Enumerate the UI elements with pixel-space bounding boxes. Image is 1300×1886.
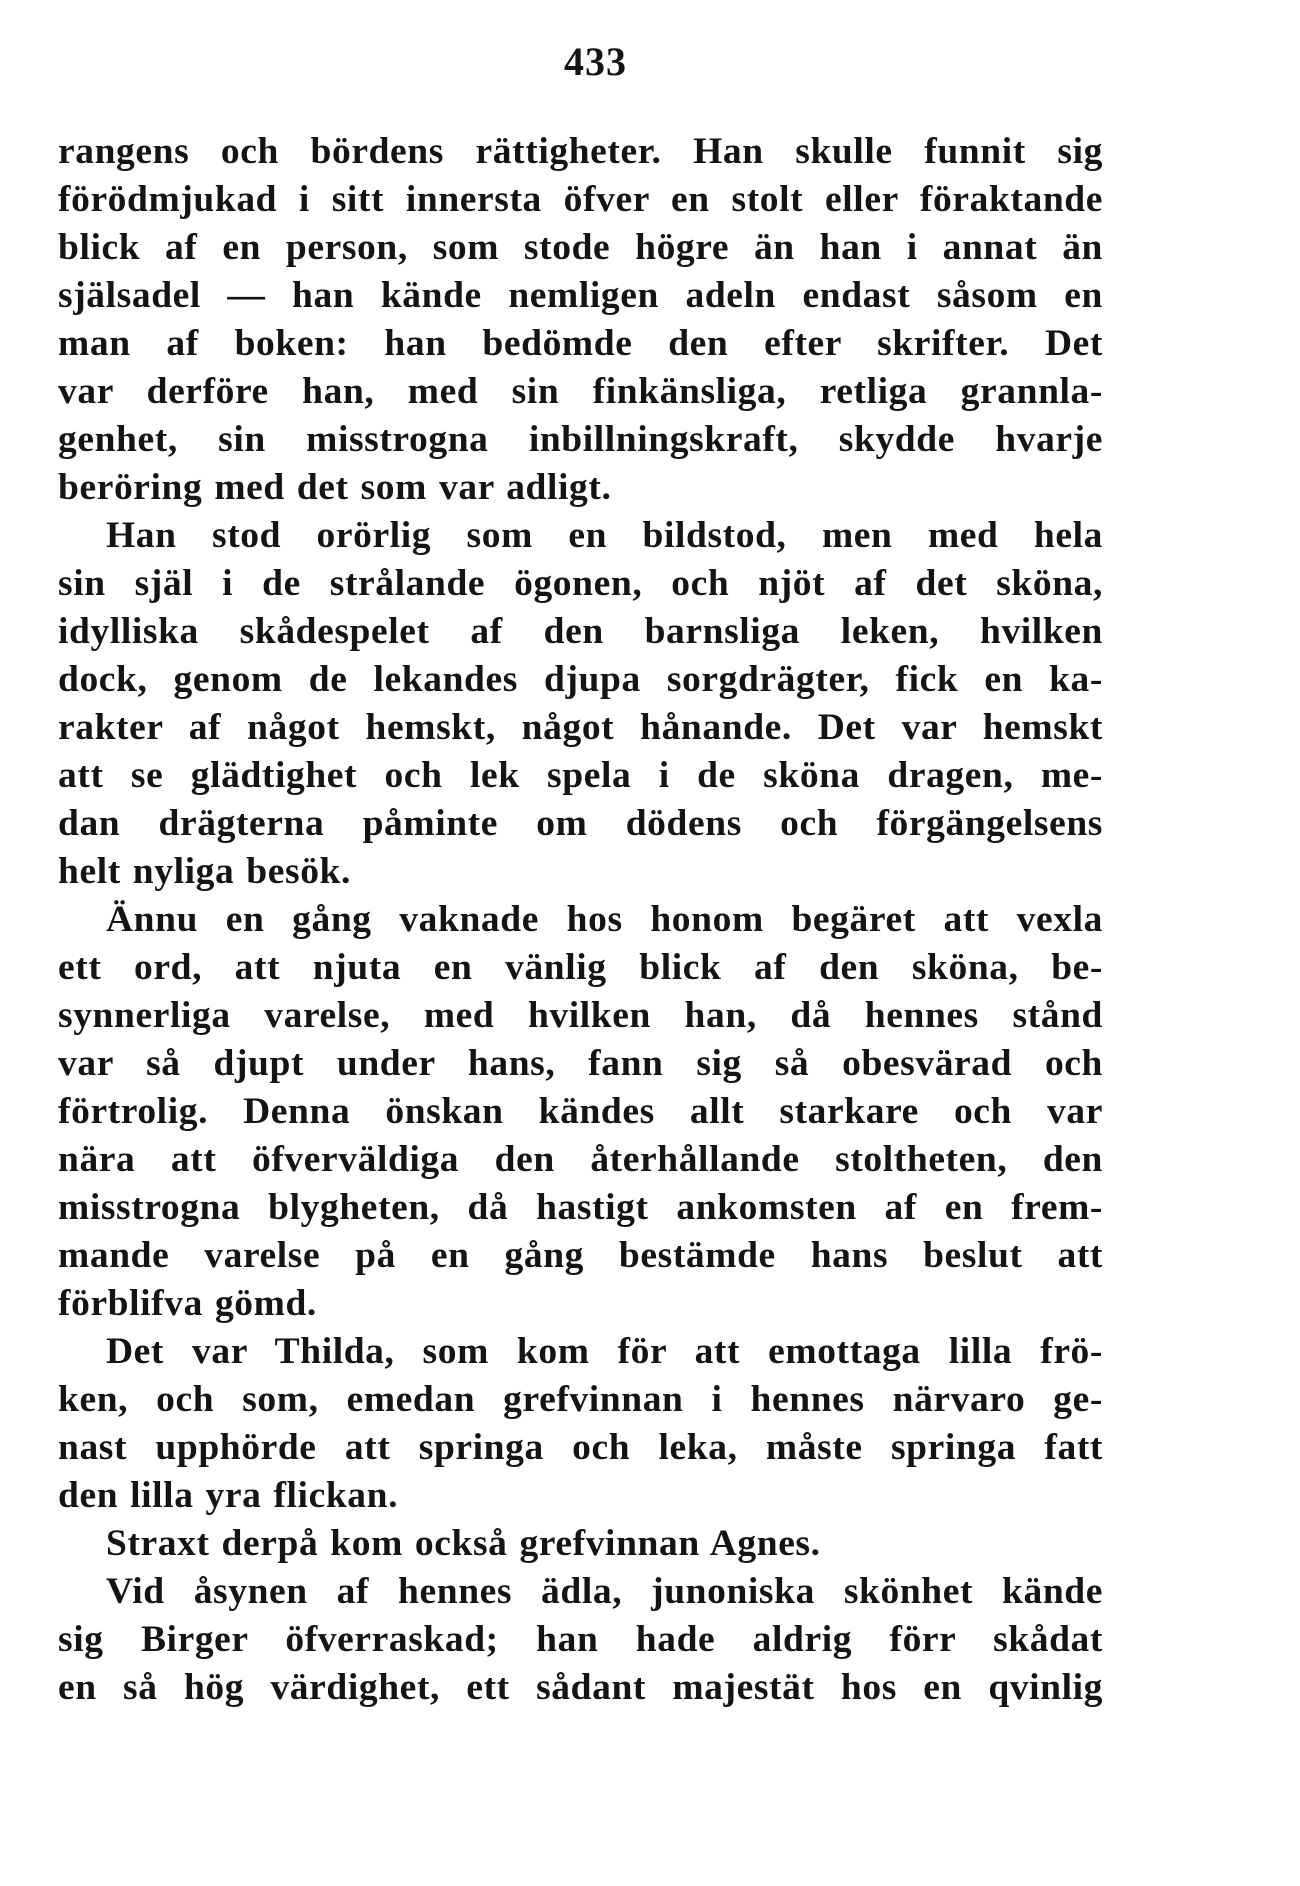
text-line: man af boken: han bedömde den efter skrifter. Det (58, 323, 1103, 364)
text-line: rangens och bördens rättigheter. Han skulle funnit sig (58, 131, 1103, 172)
body-text (58, 128, 1103, 1712)
text-line: idylliska skådespelet af den barnsliga leken, hvilken (58, 611, 1103, 652)
text-line: dan drägterna påminte om dödens och förgängelsens (58, 803, 1103, 844)
text-line: förtrolig. Denna önskan kändes allt starkare och var (58, 1091, 1103, 1132)
text-line: ett ord, att njuta en vänlig blick af den sköna, be- (58, 947, 1103, 988)
text-line: dock, genom de lekandes djupa sorgdrägter, fick en ka- (58, 659, 1103, 700)
text-line: sin själ i de strålande ögonen, och njöt af det sköna, (58, 563, 1103, 604)
paragraph (58, 1328, 1103, 1520)
text-line: rakter af något hemskt, något hånande. Det var hemskt (58, 707, 1103, 748)
text-line: Ännu en gång vaknade hos honom begäret att vexla (106, 899, 1103, 940)
text-line: genhet, sin misstrogna inbillningskraft, skydde hvarje (58, 419, 1103, 460)
text-line: misstrogna blygheten, då hastigt ankomsten af en frem- (58, 1187, 1103, 1228)
text-line: ken, och som, emedan grefvinnan i hennes närvaro ge- (58, 1379, 1103, 1420)
text-line: förblifva gömd. (58, 1283, 317, 1324)
text-line: nära att öfverväldiga den återhållande stoltheten, den (58, 1139, 1103, 1180)
text-line: var så djupt under hans, fann sig så obesvärad och (58, 1043, 1103, 1084)
text-line: Det var Thilda, som kom för att emottaga lilla frö- (106, 1331, 1103, 1372)
text-line: beröring med det som var adligt. (58, 467, 612, 508)
text-line: själsadel — han kände nemligen adeln endast såsom en (58, 275, 1103, 316)
text-line: sig Birger öfverraskad; han hade aldrig förr skådat (58, 1619, 1103, 1660)
book-page (58, 39, 1103, 1712)
paragraph (58, 1520, 1103, 1568)
text-line: att se glädtighet och lek spela i de sköna dragen, me- (58, 755, 1103, 796)
text-line: Han stod orörlig som en bildstod, men med hela (106, 515, 1103, 556)
text-line: synnerliga varelse, med hvilken han, då hennes stånd (58, 995, 1103, 1036)
paragraph (58, 512, 1103, 896)
paragraph (58, 128, 1103, 512)
page-number: 433 (564, 39, 627, 84)
paragraph (58, 1568, 1103, 1712)
text-line: Straxt derpå kom också grefvinnan Agnes. (106, 1523, 821, 1564)
text-line: nast upphörde att springa och leka, måste springa fatt (58, 1427, 1103, 1468)
text-line: var derföre han, med sin finkänsliga, retliga grannla- (58, 371, 1103, 412)
text-line: en så hög värdighet, ett sådant majestät hos en qvinlig (58, 1667, 1103, 1708)
text-line: förödmjukad i sitt innersta öfver en stolt eller föraktande (58, 179, 1103, 220)
text-line: helt nyliga besök. (58, 851, 351, 892)
text-line: blick af en person, som stode högre än han i annat än (58, 227, 1103, 268)
paragraph (58, 896, 1103, 1328)
text-line: Vid åsynen af hennes ädla, junoniska skönhet kände (106, 1571, 1103, 1612)
text-line: mande varelse på en gång bestämde hans beslut att (58, 1235, 1103, 1276)
text-line: den lilla yra flickan. (58, 1475, 399, 1516)
